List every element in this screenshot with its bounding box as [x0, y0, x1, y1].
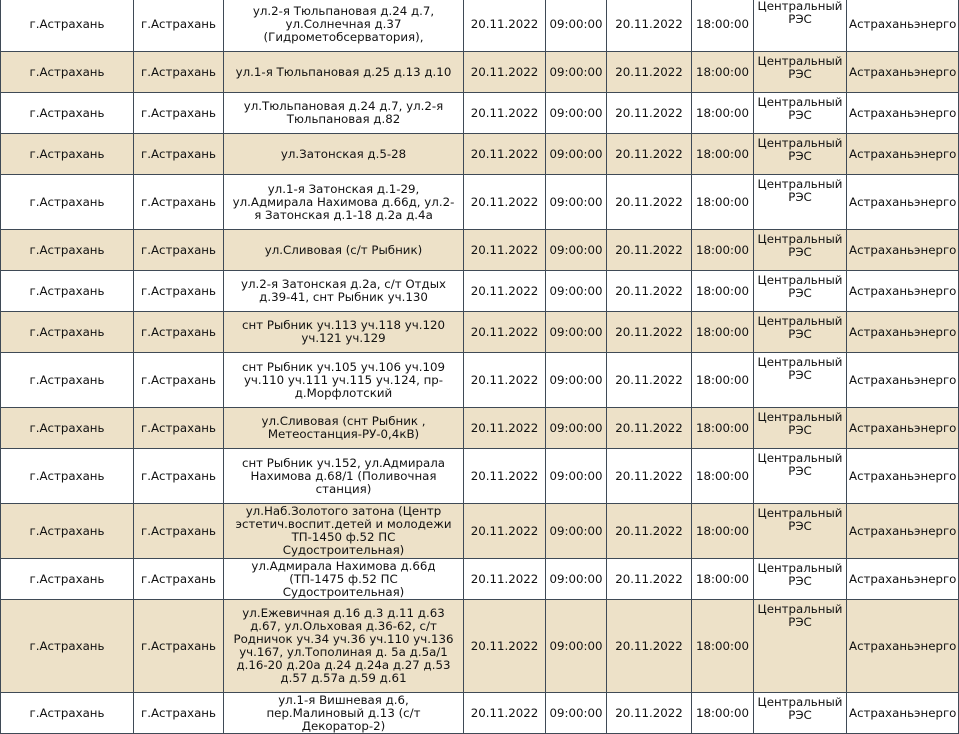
- locality-cell: г.Астрахань: [134, 175, 224, 230]
- department-cell: Центральный РЭС: [754, 693, 847, 734]
- start-date-cell: 20.11.2022: [464, 559, 546, 600]
- address-cell: ул.2-я Тюльпановая д.24 д.7, ул.Солнечная д.37 (Гидрометобсерватория),: [224, 0, 464, 52]
- start-date-cell: 20.11.2022: [464, 271, 546, 312]
- start-date-cell: 20.11.2022: [464, 93, 546, 134]
- company-cell: Астраханьэнерго: [847, 693, 959, 734]
- department-cell: Центральный РЭС: [754, 449, 847, 504]
- end-date-cell: 20.11.2022: [607, 353, 692, 408]
- end-time-cell: 18:00:00: [692, 600, 754, 693]
- company-cell: Астраханьэнерго: [847, 600, 959, 693]
- end-time-cell: 18:00:00: [692, 134, 754, 175]
- address-cell: снт Рыбник уч.105 уч.106 уч.109 уч.110 уч.111 уч.115 уч.124, пр-д.Морфлотский: [224, 353, 464, 408]
- city-cell: г.Астрахань: [0, 449, 134, 504]
- start-time-cell: 09:00:00: [546, 312, 607, 353]
- address-cell: ул.Тюльпановая д.24 д.7, ул.2-я Тюльпановая д.82: [224, 93, 464, 134]
- end-time-cell: 18:00:00: [692, 0, 754, 52]
- end-date-cell: 20.11.2022: [607, 0, 692, 52]
- table-row: [0, 271, 959, 312]
- locality-cell: г.Астрахань: [134, 353, 224, 408]
- city-cell: г.Астрахань: [0, 312, 134, 353]
- end-date-cell: 20.11.2022: [607, 312, 692, 353]
- end-date-cell: 20.11.2022: [607, 271, 692, 312]
- locality-cell: г.Астрахань: [134, 312, 224, 353]
- end-date-cell: 20.11.2022: [607, 230, 692, 271]
- table-row: [0, 353, 959, 408]
- company-cell: Астраханьэнерго: [847, 449, 959, 504]
- end-date-cell: 20.11.2022: [607, 559, 692, 600]
- city-cell: г.Астрахань: [0, 559, 134, 600]
- department-cell: Центральный РЭС: [754, 504, 847, 559]
- address-cell: ул.1-я Тюльпановая д.25 д.13 д.10: [224, 52, 464, 93]
- department-cell: Центральный РЭС: [754, 52, 847, 93]
- start-date-cell: 20.11.2022: [464, 230, 546, 271]
- table-row: [0, 175, 959, 230]
- address-cell: снт Рыбник уч.152, ул.Адмирала Нахимова д.68/1 (Поливочная станция): [224, 449, 464, 504]
- end-time-cell: 18:00:00: [692, 449, 754, 504]
- company-cell: Астраханьэнерго: [847, 559, 959, 600]
- end-date-cell: 20.11.2022: [607, 52, 692, 93]
- company-cell: Астраханьэнерго: [847, 134, 959, 175]
- table-row: [0, 0, 959, 52]
- start-date-cell: 20.11.2022: [464, 408, 546, 449]
- start-time-cell: 09:00:00: [546, 693, 607, 734]
- end-time-cell: 18:00:00: [692, 504, 754, 559]
- address-cell: ул.Сливовая (снт Рыбник , Метеостанция-РУ-0,4кВ): [224, 408, 464, 449]
- city-cell: г.Астрахань: [0, 230, 134, 271]
- locality-cell: г.Астрахань: [134, 52, 224, 93]
- start-date-cell: 20.11.2022: [464, 134, 546, 175]
- city-cell: г.Астрахань: [0, 0, 134, 52]
- table-row: [0, 449, 959, 504]
- department-cell: Центральный РЭС: [754, 312, 847, 353]
- table-row: [0, 600, 959, 693]
- start-date-cell: 20.11.2022: [464, 600, 546, 693]
- end-time-cell: 18:00:00: [692, 559, 754, 600]
- end-time-cell: 18:00:00: [692, 175, 754, 230]
- end-date-cell: 20.11.2022: [607, 693, 692, 734]
- company-cell: Астраханьэнерго: [847, 0, 959, 52]
- locality-cell: г.Астрахань: [134, 93, 224, 134]
- end-time-cell: 18:00:00: [692, 271, 754, 312]
- start-time-cell: 09:00:00: [546, 52, 607, 93]
- start-time-cell: 09:00:00: [546, 93, 607, 134]
- department-cell: Центральный РЭС: [754, 559, 847, 600]
- department-cell: Центральный РЭС: [754, 134, 847, 175]
- company-cell: Астраханьэнерго: [847, 52, 959, 93]
- city-cell: г.Астрахань: [0, 504, 134, 559]
- table-row: [0, 230, 959, 271]
- department-cell: Центральный РЭС: [754, 271, 847, 312]
- start-time-cell: 09:00:00: [546, 271, 607, 312]
- city-cell: г.Астрахань: [0, 93, 134, 134]
- city-cell: г.Астрахань: [0, 134, 134, 175]
- address-cell: ул.Наб.Золотого затона (Центр эстетич.воспит.детей и молодежи ТП-1450 ф.52 ПС Судостроительная): [224, 504, 464, 559]
- company-cell: Астраханьэнерго: [847, 408, 959, 449]
- end-time-cell: 18:00:00: [692, 693, 754, 734]
- address-cell: ул.Сливовая (с/т Рыбник): [224, 230, 464, 271]
- start-time-cell: 09:00:00: [546, 600, 607, 693]
- end-time-cell: 18:00:00: [692, 408, 754, 449]
- table-row: [0, 408, 959, 449]
- table-row: [0, 52, 959, 93]
- locality-cell: г.Астрахань: [134, 600, 224, 693]
- locality-cell: г.Астрахань: [134, 559, 224, 600]
- locality-cell: г.Астрахань: [134, 408, 224, 449]
- end-date-cell: 20.11.2022: [607, 408, 692, 449]
- city-cell: г.Астрахань: [0, 353, 134, 408]
- start-date-cell: 20.11.2022: [464, 693, 546, 734]
- table-row: [0, 93, 959, 134]
- department-cell: Центральный РЭС: [754, 0, 847, 52]
- company-cell: Астраханьэнерго: [847, 271, 959, 312]
- table-row: [0, 312, 959, 353]
- start-date-cell: 20.11.2022: [464, 353, 546, 408]
- locality-cell: г.Астрахань: [134, 271, 224, 312]
- address-cell: снт Рыбник уч.113 уч.118 уч.120 уч.121 уч.129: [224, 312, 464, 353]
- end-time-cell: 18:00:00: [692, 230, 754, 271]
- end-date-cell: 20.11.2022: [607, 134, 692, 175]
- address-cell: ул.1-я Затонская д.1-29, ул.Адмирала Нахимова д.66д, ул.2-я Затонская д.1-18 д.2а д.4а: [224, 175, 464, 230]
- department-cell: Центральный РЭС: [754, 353, 847, 408]
- company-cell: Астраханьэнерго: [847, 93, 959, 134]
- end-time-cell: 18:00:00: [692, 353, 754, 408]
- address-cell: ул.Затонская д.5-28: [224, 134, 464, 175]
- locality-cell: г.Астрахань: [134, 693, 224, 734]
- start-time-cell: 09:00:00: [546, 230, 607, 271]
- end-time-cell: 18:00:00: [692, 52, 754, 93]
- city-cell: г.Астрахань: [0, 600, 134, 693]
- end-time-cell: 18:00:00: [692, 93, 754, 134]
- table-row: [0, 134, 959, 175]
- city-cell: г.Астрахань: [0, 408, 134, 449]
- start-time-cell: 09:00:00: [546, 408, 607, 449]
- address-cell: ул.Ежевичная д.16 д.3 д.11 д.63 д.67, ул.Ольховая д.36-62, с/т Родничок уч.34 уч.36 уч.110 уч.136 уч.167, ул.Тополиная д. 5а д.5а/1 д.16-20 д.20а д.24 д.24а д.27 д.53 д.57 д.57а д.59 д.61: [224, 600, 464, 693]
- company-cell: Астраханьэнерго: [847, 353, 959, 408]
- start-time-cell: 09:00:00: [546, 504, 607, 559]
- start-time-cell: 09:00:00: [546, 134, 607, 175]
- company-cell: Астраханьэнерго: [847, 312, 959, 353]
- start-time-cell: 09:00:00: [546, 449, 607, 504]
- city-cell: г.Астрахань: [0, 693, 134, 734]
- city-cell: г.Астрахань: [0, 175, 134, 230]
- end-date-cell: 20.11.2022: [607, 93, 692, 134]
- city-cell: г.Астрахань: [0, 271, 134, 312]
- start-date-cell: 20.11.2022: [464, 449, 546, 504]
- start-time-cell: 09:00:00: [546, 0, 607, 52]
- city-cell: г.Астрахань: [0, 52, 134, 93]
- start-date-cell: 20.11.2022: [464, 0, 546, 52]
- locality-cell: г.Астрахань: [134, 134, 224, 175]
- end-date-cell: 20.11.2022: [607, 504, 692, 559]
- table-row: [0, 693, 959, 734]
- locality-cell: г.Астрахань: [134, 504, 224, 559]
- start-time-cell: 09:00:00: [546, 559, 607, 600]
- address-cell: ул.1-я Вишневая д.6, пер.Малиновый д.13 (с/т Декоратор-2): [224, 693, 464, 734]
- address-cell: ул.Адмирала Нахимова д.66д (ТП-1475 ф.52 ПС Судостроительная): [224, 559, 464, 600]
- company-cell: Астраханьэнерго: [847, 504, 959, 559]
- end-date-cell: 20.11.2022: [607, 175, 692, 230]
- department-cell: Центральный РЭС: [754, 230, 847, 271]
- end-date-cell: 20.11.2022: [607, 449, 692, 504]
- locality-cell: г.Астрахань: [134, 230, 224, 271]
- table-row: [0, 504, 959, 559]
- department-cell: Центральный РЭС: [754, 408, 847, 449]
- start-date-cell: 20.11.2022: [464, 504, 546, 559]
- start-date-cell: 20.11.2022: [464, 52, 546, 93]
- table-row: [0, 559, 959, 600]
- end-time-cell: 18:00:00: [692, 312, 754, 353]
- company-cell: Астраханьэнерго: [847, 175, 959, 230]
- start-time-cell: 09:00:00: [546, 175, 607, 230]
- department-cell: Центральный РЭС: [754, 175, 847, 230]
- start-date-cell: 20.11.2022: [464, 175, 546, 230]
- locality-cell: г.Астрахань: [134, 449, 224, 504]
- start-date-cell: 20.11.2022: [464, 312, 546, 353]
- department-cell: Центральный РЭС: [754, 600, 847, 693]
- company-cell: Астраханьэнерго: [847, 230, 959, 271]
- address-cell: ул.2-я Затонская д.2а, с/т Отдых д.39-41, снт Рыбник уч.130: [224, 271, 464, 312]
- start-time-cell: 09:00:00: [546, 353, 607, 408]
- department-cell: Центральный РЭС: [754, 93, 847, 134]
- end-date-cell: 20.11.2022: [607, 600, 692, 693]
- locality-cell: г.Астрахань: [134, 0, 224, 52]
